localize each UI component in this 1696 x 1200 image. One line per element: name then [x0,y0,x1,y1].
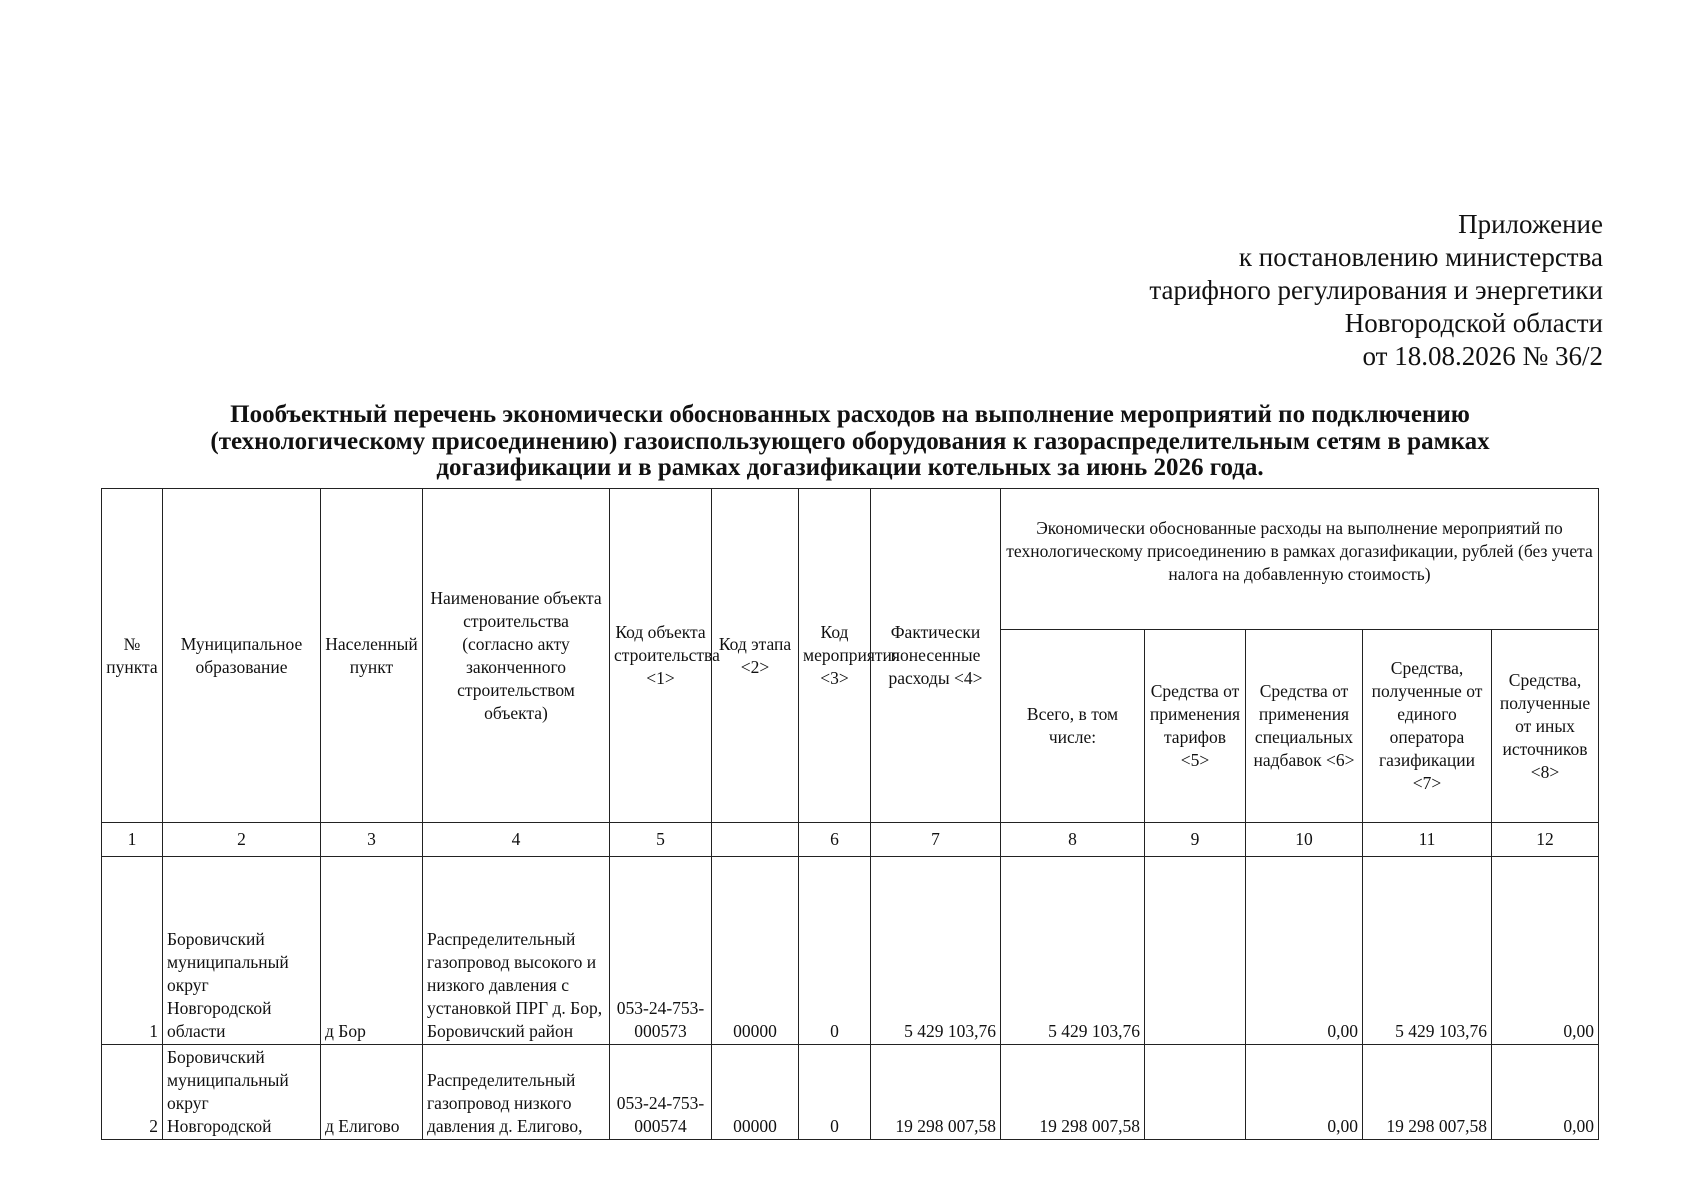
cell-tariffs [1145,1045,1246,1140]
cell-settlement: д Бор [321,857,423,1045]
cell-object-name: Распределительный газопровод низкого давления д. Елигово, [423,1045,610,1140]
title-line: догазификации и в рамках догазификации котельных за июнь 2026 года. [436,454,1264,481]
column-number: 11 [1363,823,1492,857]
header-settlement: Населенный пункт [321,489,423,823]
document-title [100,402,1600,482]
header-gas-operator: Средства, полученные от единого оператора газификации <7> [1363,630,1492,823]
header-group-justified-costs: Экономически обоснованные расходы на выполнение мероприятий по технологическому присоединению в рамках догазификации, рублей (без учета налога на добавленную стоимость) [1001,489,1599,630]
column-number: 4 [423,823,610,857]
cell-municipality: Боровичский муниципальный округ Новгородской [163,1045,321,1140]
column-number: 2 [163,823,321,857]
column-number: 12 [1492,823,1599,857]
header-municipality: Муниципальное образование [163,489,321,823]
cell-total: 19 298 007,58 [1001,1045,1145,1140]
column-number: 10 [1246,823,1363,857]
cell-stage-code: 00000 [712,1045,799,1140]
column-number-row [102,823,1599,857]
header-object-name: Наименование объекта строительства (согласно акту законченного строительством объекта) [423,489,610,823]
cell-stage-code: 00000 [712,857,799,1045]
table-row [102,857,1599,1045]
title-line: (технологическому присоединению) газоиспользующего оборудования к газораспределительным сетям в рамках [210,427,1490,455]
header-actual-costs: Фактически понесенные расходы <4> [871,489,1001,823]
cell-activity-code: 0 [799,857,871,1045]
column-number: 5 [610,823,712,857]
cell-total: 5 429 103,76 [1001,857,1145,1045]
appendix-line: тарифного регулирования и энергетики [1149,275,1603,305]
column-number: 1 [102,823,163,857]
cell-other-sources: 0,00 [1492,857,1599,1045]
cell-actual-costs: 5 429 103,76 [871,857,1001,1045]
cell-object-code: 053-24-753-000573 [610,857,712,1045]
header-object-code: Код объекта строительства <1> [610,489,712,823]
header-item-number: № пункта [102,489,163,823]
cell-special-surcharges: 0,00 [1246,857,1363,1045]
cell-activity-code: 0 [799,1045,871,1140]
header-tariffs: Средства от применения тарифов <5> [1145,630,1246,823]
column-number: 7 [871,823,1001,857]
column-number: 6 [799,823,871,857]
cell-gas-operator: 19 298 007,58 [1363,1045,1492,1140]
appendix-block [1149,208,1603,373]
cell-special-surcharges: 0,00 [1246,1045,1363,1140]
cell-settlement: д Елигово [321,1045,423,1140]
cost-table [101,488,1599,1140]
cell-actual-costs: 19 298 007,58 [871,1045,1001,1140]
column-number: 9 [1145,823,1246,857]
column-number [712,823,799,857]
appendix-line: Приложение [1458,209,1603,239]
cell-gas-operator: 5 429 103,76 [1363,857,1492,1045]
appendix-line: к постановлению министерства [1238,242,1603,272]
appendix-date-line: от 18.08.2026 № 36/2 [1362,341,1603,371]
header-total: Всего, в том числе: [1001,630,1145,823]
column-number: 3 [321,823,423,857]
column-number: 8 [1001,823,1145,857]
appendix-line: Новгородской области [1344,308,1603,338]
cell-object-name: Распределительный газопровод высокого и низкого давления с установкой ПРГ д. Бор, Боровичский район [423,857,610,1045]
title-line: Пообъектный перечень экономически обоснованных расходов на выполнение мероприятий по подключению [230,401,1470,428]
cell-tariffs [1145,857,1246,1045]
cell-item-number: 1 [102,857,163,1045]
cell-other-sources: 0,00 [1492,1045,1599,1140]
cell-item-number: 2 [102,1045,163,1140]
table-row [102,1045,1599,1140]
header-activity-code: Код мероприятия <3> [799,489,871,823]
cell-municipality: Боровичский муниципальный округ Новгородской области [163,857,321,1045]
header-special-surcharges: Средства от применения специальных надбавок <6> [1246,630,1363,823]
header-stage-code: Код этапа <2> [712,489,799,823]
cell-object-code: 053-24-753-000574 [610,1045,712,1140]
header-other-sources: Средства, полученные от иных источников <8> [1492,630,1599,823]
